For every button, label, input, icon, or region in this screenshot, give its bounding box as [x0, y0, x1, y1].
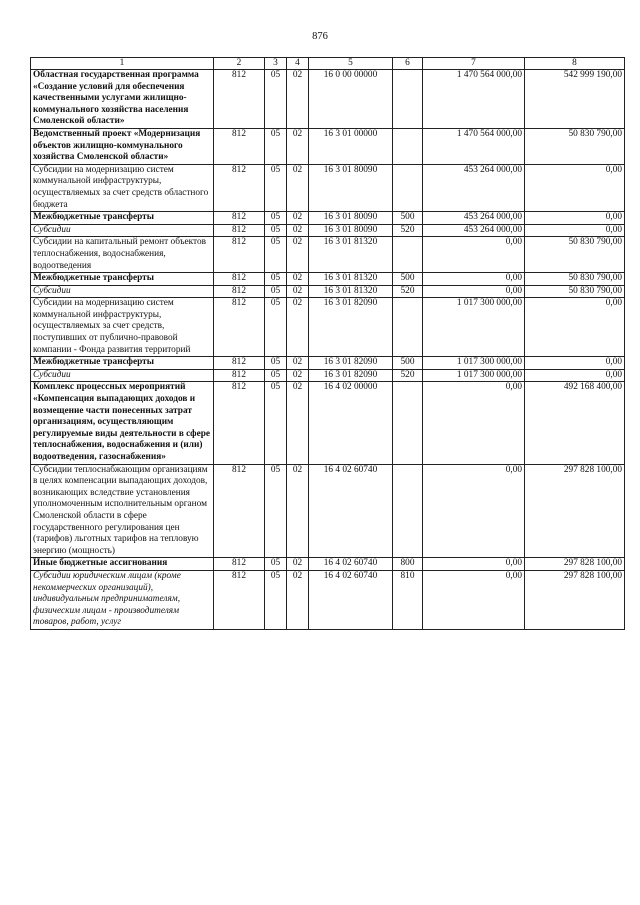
cell-amount-col8: 297 828 100,00 — [525, 570, 625, 629]
cell-target-article: 16 4 02 60740 — [309, 570, 393, 629]
cell-subsection: 02 — [287, 212, 309, 225]
column-header: 6 — [393, 58, 423, 70]
cell-amount-col7: 1 470 564 000,00 — [423, 70, 525, 129]
budget-table — [30, 57, 625, 630]
cell-amount-col8: 0,00 — [525, 224, 625, 237]
cell-admin-code: 812 — [214, 369, 265, 382]
cell-name: Иные бюджетные ассигнования — [31, 558, 214, 571]
cell-expense-type: 520 — [393, 224, 423, 237]
cell-expense-type — [393, 128, 423, 164]
cell-subsection: 02 — [287, 357, 309, 370]
cell-section: 05 — [265, 273, 287, 286]
cell-target-article: 16 3 01 80090 — [309, 212, 393, 225]
cell-amount-col7: 453 264 000,00 — [423, 212, 525, 225]
cell-name: Субсидии на капитальный ремонт объектов теплоснабжения, водоснабжения, водоотведения — [31, 237, 214, 273]
cell-amount-col8: 0,00 — [525, 212, 625, 225]
cell-expense-type — [393, 237, 423, 273]
cell-subsection: 02 — [287, 298, 309, 357]
cell-name: Комплекс процессных мероприятий «Компенсация выпадающих доходов и возмещение части понесенных затрат организациям, осуществляющим регулируемые виды деятельности в сфере теплоснабжения, водоснабжения и (или) водоотведения, газоснабжения» — [31, 382, 214, 464]
cell-section: 05 — [265, 224, 287, 237]
cell-expense-type — [393, 298, 423, 357]
cell-target-article: 16 3 01 81320 — [309, 285, 393, 298]
cell-admin-code: 812 — [214, 237, 265, 273]
cell-section: 05 — [265, 70, 287, 129]
table-row — [31, 285, 625, 298]
cell-target-article: 16 4 02 60740 — [309, 558, 393, 571]
cell-name: Межбюджетные трансферты — [31, 212, 214, 225]
cell-section: 05 — [265, 357, 287, 370]
cell-section: 05 — [265, 298, 287, 357]
table-row — [31, 128, 625, 164]
cell-amount-col7: 453 264 000,00 — [423, 224, 525, 237]
table-row — [31, 237, 625, 273]
cell-name: Субсидии на модернизацию систем коммунальной инфраструктуры, осуществляемых за счет средств, поступивших от публично-правовой компании - Фонда развития территорий — [31, 298, 214, 357]
cell-expense-type: 800 — [393, 558, 423, 571]
table-row — [31, 369, 625, 382]
cell-expense-type — [393, 382, 423, 464]
column-header: 7 — [423, 58, 525, 70]
cell-admin-code: 812 — [214, 298, 265, 357]
table-row — [31, 273, 625, 286]
cell-admin-code: 812 — [214, 212, 265, 225]
cell-admin-code: 812 — [214, 273, 265, 286]
cell-amount-col7: 0,00 — [423, 285, 525, 298]
cell-amount-col7: 1 017 300 000,00 — [423, 357, 525, 370]
cell-subsection: 02 — [287, 70, 309, 129]
cell-expense-type: 500 — [393, 273, 423, 286]
cell-name: Субсидии — [31, 369, 214, 382]
table-row — [31, 70, 625, 129]
table-row — [31, 464, 625, 558]
cell-amount-col7: 0,00 — [423, 273, 525, 286]
cell-amount-col8: 0,00 — [525, 357, 625, 370]
cell-amount-col8: 542 999 190,00 — [525, 70, 625, 129]
cell-amount-col7: 453 264 000,00 — [423, 164, 525, 211]
cell-amount-col7: 1 017 300 000,00 — [423, 298, 525, 357]
cell-name: Субсидии — [31, 285, 214, 298]
cell-amount-col8: 50 830 790,00 — [525, 285, 625, 298]
cell-expense-type: 520 — [393, 285, 423, 298]
cell-subsection: 02 — [287, 464, 309, 558]
cell-amount-col7: 0,00 — [423, 382, 525, 464]
table-row — [31, 164, 625, 211]
cell-name: Субсидии теплоснабжающим организациям в целях компенсации выпадающих доходов, возникающих вследствие установления уполномоченным исполнительным органом Смоленской области в сфере государственного регулирования цен (тарифов) льготных тарифов на тепловую энергию (мощность) — [31, 464, 214, 558]
cell-subsection: 02 — [287, 273, 309, 286]
cell-amount-col8: 50 830 790,00 — [525, 273, 625, 286]
column-header: 1 — [31, 58, 214, 70]
cell-amount-col7: 0,00 — [423, 237, 525, 273]
cell-target-article: 16 3 01 82090 — [309, 357, 393, 370]
cell-subsection: 02 — [287, 237, 309, 273]
page-number: 876 — [312, 31, 328, 42]
cell-section: 05 — [265, 164, 287, 211]
cell-expense-type: 500 — [393, 212, 423, 225]
cell-target-article: 16 4 02 00000 — [309, 382, 393, 464]
cell-amount-col8: 0,00 — [525, 164, 625, 211]
cell-admin-code: 812 — [214, 558, 265, 571]
cell-amount-col8: 0,00 — [525, 369, 625, 382]
cell-admin-code: 812 — [214, 357, 265, 370]
cell-amount-col7: 0,00 — [423, 464, 525, 558]
column-header: 8 — [525, 58, 625, 70]
cell-amount-col7: 0,00 — [423, 570, 525, 629]
cell-name: Субсидии — [31, 224, 214, 237]
cell-admin-code: 812 — [214, 70, 265, 129]
table-row — [31, 298, 625, 357]
cell-name: Межбюджетные трансферты — [31, 273, 214, 286]
cell-admin-code: 812 — [214, 128, 265, 164]
table-row — [31, 212, 625, 225]
cell-subsection: 02 — [287, 369, 309, 382]
cell-name: Межбюджетные трансферты — [31, 357, 214, 370]
cell-subsection: 02 — [287, 285, 309, 298]
column-header: 3 — [265, 58, 287, 70]
cell-section: 05 — [265, 464, 287, 558]
table-row — [31, 382, 625, 464]
cell-name: Субсидии на модернизацию систем коммунальной инфраструктуры, осуществляемых за счет средств областного бюджета — [31, 164, 214, 211]
cell-target-article: 16 3 01 80090 — [309, 224, 393, 237]
cell-admin-code: 812 — [214, 570, 265, 629]
cell-target-article: 16 3 01 80090 — [309, 164, 393, 211]
cell-admin-code: 812 — [214, 285, 265, 298]
column-header: 5 — [309, 58, 393, 70]
cell-section: 05 — [265, 212, 287, 225]
cell-admin-code: 812 — [214, 224, 265, 237]
cell-expense-type: 810 — [393, 570, 423, 629]
header-row — [31, 58, 625, 70]
cell-subsection: 02 — [287, 382, 309, 464]
cell-section: 05 — [265, 285, 287, 298]
cell-section: 05 — [265, 237, 287, 273]
cell-amount-col8: 297 828 100,00 — [525, 464, 625, 558]
cell-subsection: 02 — [287, 128, 309, 164]
cell-section: 05 — [265, 558, 287, 571]
cell-target-article: 16 3 01 00000 — [309, 128, 393, 164]
cell-admin-code: 812 — [214, 382, 265, 464]
cell-amount-col7: 1 017 300 000,00 — [423, 369, 525, 382]
cell-target-article: 16 3 01 82090 — [309, 298, 393, 357]
column-header: 2 — [214, 58, 265, 70]
cell-name: Областная государственная программа «Создание условий для обеспечения качественными услугами жилищно-коммунального хозяйства населения Смоленской области» — [31, 70, 214, 129]
cell-subsection: 02 — [287, 558, 309, 571]
cell-admin-code: 812 — [214, 164, 265, 211]
table-row — [31, 558, 625, 571]
cell-subsection: 02 — [287, 164, 309, 211]
cell-expense-type — [393, 464, 423, 558]
table-row — [31, 570, 625, 629]
cell-admin-code: 812 — [214, 464, 265, 558]
cell-amount-col8: 0,00 — [525, 298, 625, 357]
table-row — [31, 357, 625, 370]
cell-target-article: 16 3 01 81320 — [309, 273, 393, 286]
cell-amount-col8: 50 830 790,00 — [525, 237, 625, 273]
cell-section: 05 — [265, 369, 287, 382]
table-row — [31, 224, 625, 237]
cell-name: Ведомственный проект «Модернизация объектов жилищно-коммунального хозяйства Смоленской области» — [31, 128, 214, 164]
cell-section: 05 — [265, 570, 287, 629]
cell-target-article: 16 3 01 82090 — [309, 369, 393, 382]
cell-expense-type — [393, 70, 423, 129]
cell-section: 05 — [265, 128, 287, 164]
cell-amount-col8: 50 830 790,00 — [525, 128, 625, 164]
cell-amount-col8: 297 828 100,00 — [525, 558, 625, 571]
cell-target-article: 16 3 01 81320 — [309, 237, 393, 273]
cell-target-article: 16 0 00 00000 — [309, 70, 393, 129]
cell-expense-type: 520 — [393, 369, 423, 382]
cell-amount-col8: 492 168 400,00 — [525, 382, 625, 464]
column-header: 4 — [287, 58, 309, 70]
cell-expense-type: 500 — [393, 357, 423, 370]
cell-section: 05 — [265, 382, 287, 464]
cell-amount-col7: 0,00 — [423, 558, 525, 571]
cell-subsection: 02 — [287, 570, 309, 629]
cell-target-article: 16 4 02 60740 — [309, 464, 393, 558]
cell-subsection: 02 — [287, 224, 309, 237]
cell-name: Субсидии юридическим лицам (кроме некоммерческих организаций), индивидуальным предпринимателям, физическим лицам - производителям товаров, работ, услуг — [31, 570, 214, 629]
cell-expense-type — [393, 164, 423, 211]
cell-amount-col7: 1 470 564 000,00 — [423, 128, 525, 164]
